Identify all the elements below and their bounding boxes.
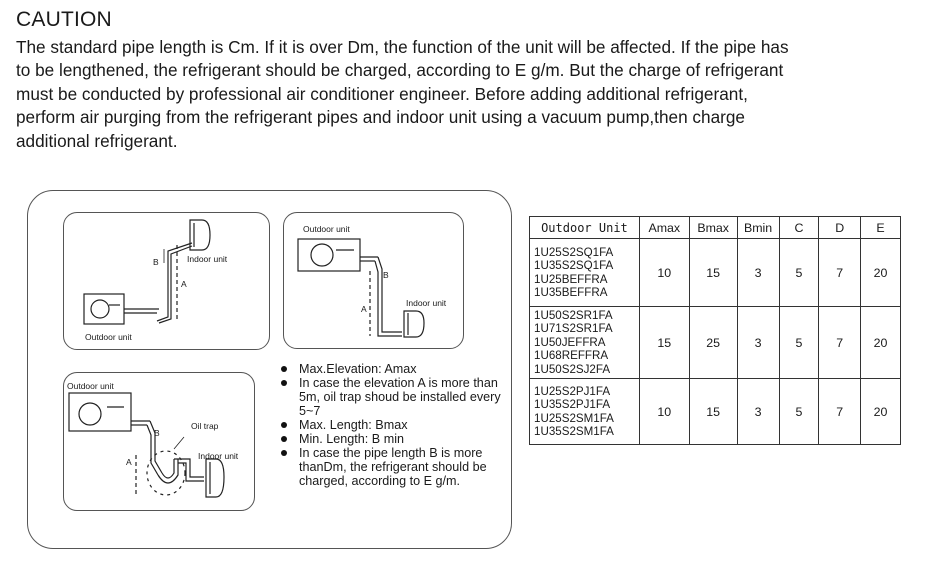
- header-c: C: [779, 217, 819, 239]
- model-name: 1U71S2SR1FA: [534, 322, 613, 336]
- model-name: 1U25BEFFRA: [534, 272, 608, 286]
- cell-bmin: 3: [737, 307, 779, 379]
- header-outdoor-unit: Outdoor Unit: [530, 217, 640, 239]
- cell-d: 7: [819, 307, 861, 379]
- header-bmax: Bmax: [689, 217, 737, 239]
- length-b-label: B: [383, 270, 389, 280]
- diagram-panel-indoor-above: [63, 212, 270, 350]
- note-item: Max.Elevation: Amax: [281, 362, 511, 376]
- model-name: 1U25S2SM1FA: [534, 411, 614, 425]
- diagram-panel-indoor-below: [283, 212, 464, 349]
- cell-d: 7: [819, 239, 861, 307]
- model-name: 1U50JEFFRA: [534, 335, 606, 349]
- model-name: 1U50S2SJ2FA: [534, 362, 611, 376]
- cell-bmin: 3: [737, 239, 779, 307]
- table-row: [530, 379, 901, 445]
- note-item: Max. Length: Bmax: [281, 418, 511, 432]
- cell-e: 20: [861, 307, 901, 379]
- oil-trap-label: Oil trap: [191, 421, 219, 431]
- cell-bmax: 25: [689, 307, 737, 379]
- header-e: E: [861, 217, 901, 239]
- diagram-panel-oil-trap: [63, 372, 255, 511]
- header-d: D: [819, 217, 861, 239]
- caution-line: perform air purging from the refrigerant pipes and indoor unit using a vacuum pump,then charge: [16, 107, 745, 128]
- caution-line: additional refrigerant.: [16, 130, 178, 151]
- cell-c: 5: [779, 307, 819, 379]
- cell-c: 5: [779, 239, 819, 307]
- header-amax: Amax: [639, 217, 689, 239]
- caution-line: The standard pipe length is Cm. If it is over Dm, the function of the unit will be affected. If the pipe has: [16, 37, 789, 57]
- installation-notes: [281, 362, 511, 488]
- note-item: Min. Length: B min: [281, 432, 511, 446]
- cell-e: 20: [861, 239, 901, 307]
- cell-bmax: 15: [689, 239, 737, 307]
- outdoor-unit-label: Outdoor unit: [67, 381, 114, 391]
- outdoor-unit-label: Outdoor unit: [85, 332, 132, 342]
- pipe-spec-table: [529, 216, 901, 445]
- model-list: [530, 307, 640, 379]
- note-item: In case the pipe length B is more thanDm, the refrigerant should be charged, according to E g/m.: [281, 446, 511, 488]
- indoor-unit-label: Indoor unit: [187, 254, 228, 264]
- model-name: 1U35S2SQ1FA: [534, 259, 614, 273]
- model-name: 1U35S2PJ1FA: [534, 398, 611, 412]
- cell-amax: 10: [639, 379, 689, 445]
- model-name: 1U50S2SR1FA: [534, 309, 613, 322]
- length-b-label: B: [153, 257, 159, 267]
- caution-line: must be conducted by professional air conditioner engineer. Before adding additional refrigerant,: [16, 83, 748, 104]
- model-list: [530, 239, 640, 307]
- elevation-a-label: A: [126, 457, 132, 467]
- elevation-a-label: A: [361, 304, 367, 314]
- table-row: [530, 239, 901, 307]
- note-item: In case the elevation A is more than 5m, oil trap shoud be installed every 5~7: [281, 376, 511, 418]
- diagram-indoor-above-drawing: [64, 213, 269, 349]
- cell-e: 20: [861, 379, 901, 445]
- header-bmin: Bmin: [737, 217, 779, 239]
- cell-amax: 15: [639, 307, 689, 379]
- caution-paragraph: [16, 36, 896, 153]
- caution-line: to be lengthened, the refrigerant should be charged, according to E g/m. But the charge of refrigerant: [16, 60, 784, 81]
- indoor-unit-label: Indoor unit: [406, 298, 447, 308]
- outdoor-unit-label: Outdoor unit: [303, 224, 350, 234]
- table-header-row: [530, 217, 901, 239]
- model-name: 1U35BEFFRA: [534, 285, 608, 299]
- diagram-oil-trap-drawing: [64, 373, 254, 510]
- table-row: [530, 307, 901, 379]
- model-name: 1U25S2SQ1FA: [534, 245, 614, 259]
- cell-bmax: 15: [689, 379, 737, 445]
- model-list: [530, 379, 640, 445]
- cell-bmin: 3: [737, 379, 779, 445]
- cell-amax: 10: [639, 239, 689, 307]
- cell-c: 5: [779, 379, 819, 445]
- elevation-a-label: A: [181, 279, 187, 289]
- indoor-unit-label: Indoor unit: [198, 451, 239, 461]
- length-b-label: B: [154, 428, 160, 438]
- model-name: 1U68REFFRA: [534, 349, 609, 363]
- model-name: 1U35S2SM1FA: [534, 424, 614, 438]
- caution-heading: CAUTION: [16, 8, 112, 31]
- cell-d: 7: [819, 379, 861, 445]
- model-name: 1U25S2PJ1FA: [534, 384, 611, 398]
